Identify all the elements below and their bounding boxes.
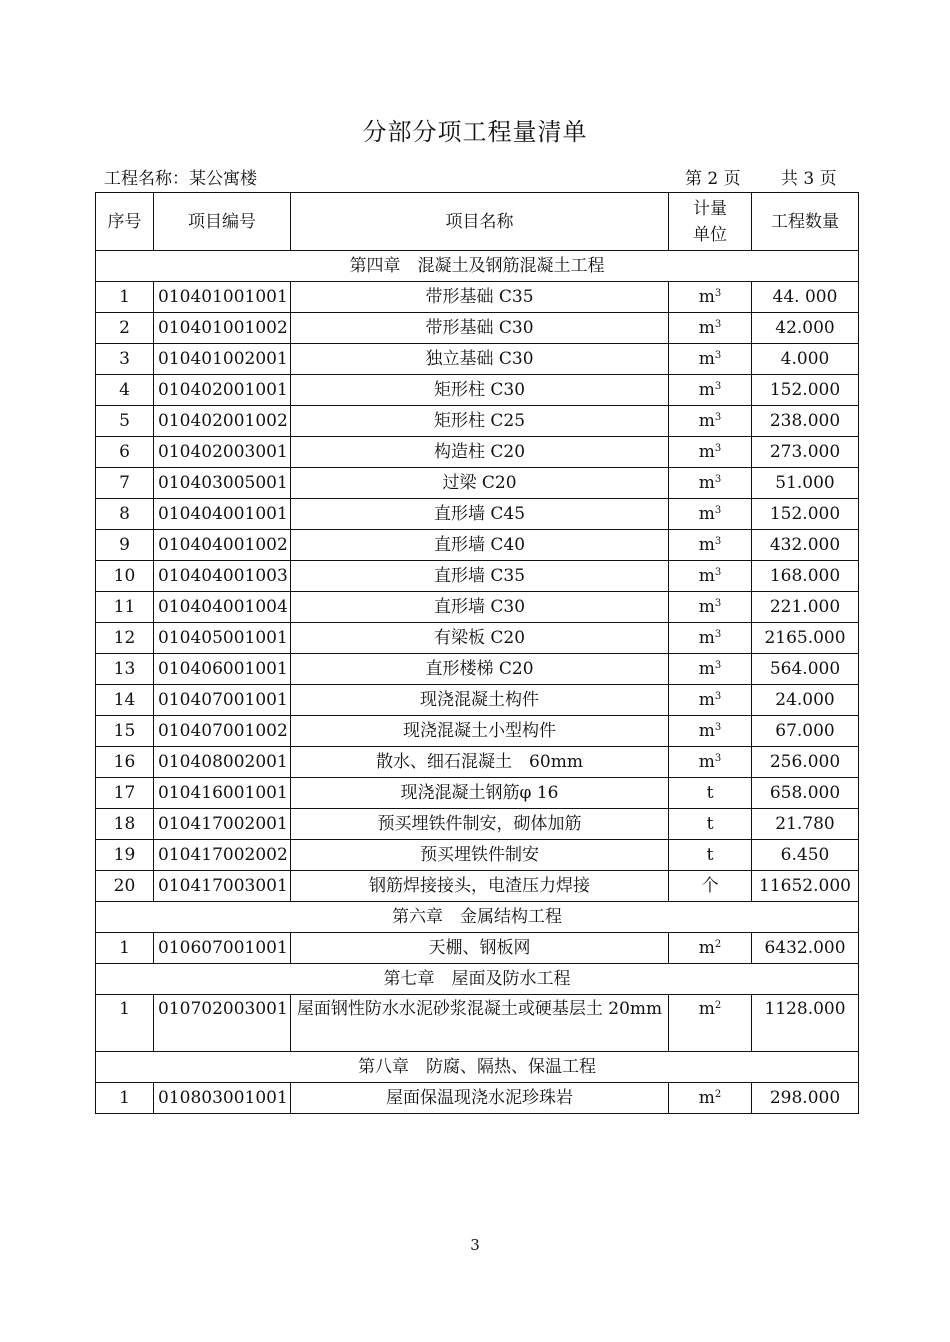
cell-seq: 7 <box>96 468 154 499</box>
unit-exponent: 3 <box>714 380 722 392</box>
chapter-title: 第八章 防腐、隔热、保温工程 <box>96 1052 859 1083</box>
cell-name: 过梁 C20 <box>291 468 669 499</box>
unit-exponent: 3 <box>714 411 722 423</box>
table-row <box>96 1083 859 1114</box>
unit-exponent: 3 <box>714 318 722 330</box>
cell-code: 010402003001 <box>154 437 291 468</box>
cell-qty: 6432.000 <box>752 933 859 964</box>
cell-code: 010401001001 <box>154 282 291 313</box>
cell-qty: 298.000 <box>752 1083 859 1114</box>
table-row <box>96 995 859 1052</box>
unit-text: t <box>706 782 714 803</box>
cell-name: 带形基础 C30 <box>291 313 669 344</box>
cell-name: 现浇混凝土小型构件 <box>291 716 669 747</box>
cell-qty: 44. 000 <box>752 282 859 313</box>
table-row <box>96 871 859 902</box>
unit-text: m <box>698 565 715 586</box>
page-indicator: 第 2 页 <box>685 169 741 189</box>
cell-name: 现浇混凝土构件 <box>291 685 669 716</box>
cell-code: 010404001001 <box>154 499 291 530</box>
cell-seq: 10 <box>96 561 154 592</box>
table-row <box>96 623 859 654</box>
table-row <box>96 654 859 685</box>
table-row <box>96 685 859 716</box>
cell-seq: 9 <box>96 530 154 561</box>
cell-seq: 2 <box>96 313 154 344</box>
bill-of-quantities-table <box>95 192 859 1114</box>
cell-name: 钢筋焊接接头，电渣压力焊接 <box>291 871 669 902</box>
cell-name: 散水、细石混凝土 60mm <box>291 747 669 778</box>
cell-code: 010405001001 <box>154 623 291 654</box>
cell-name: 天棚、钢板网 <box>291 933 669 964</box>
table-row <box>96 716 859 747</box>
table-row <box>96 344 859 375</box>
cell-seq: 13 <box>96 654 154 685</box>
cell-name: 预买埋铁件制安，砌体加筋 <box>291 809 669 840</box>
cell-name: 直形墙 C35 <box>291 561 669 592</box>
cell-qty: 564.000 <box>752 654 859 685</box>
cell-code: 010417002002 <box>154 840 291 871</box>
unit-exponent: 3 <box>714 287 722 299</box>
cell-unit <box>669 995 752 1052</box>
page-title: 分部分项工程量清单 <box>362 118 588 146</box>
cell-qty: 21.780 <box>752 809 859 840</box>
cell-name: 直形墙 C45 <box>291 499 669 530</box>
cell-name: 直形墙 C30 <box>291 592 669 623</box>
cell-seq: 4 <box>96 375 154 406</box>
cell-unit <box>669 685 752 716</box>
table-row <box>96 747 859 778</box>
chapter-title: 第六章 金属结构工程 <box>96 902 859 933</box>
unit-text: m <box>698 999 715 1019</box>
cell-seq: 15 <box>96 716 154 747</box>
unit-exponent: 2 <box>714 1000 722 1011</box>
cell-unit <box>669 778 752 809</box>
cell-unit <box>669 716 752 747</box>
cell-seq: 1 <box>96 1083 154 1114</box>
cell-seq: 12 <box>96 623 154 654</box>
table-row <box>96 840 859 871</box>
cell-qty: 221.000 <box>752 592 859 623</box>
cell-name: 矩形柱 C25 <box>291 406 669 437</box>
cell-qty: 152.000 <box>752 375 859 406</box>
cell-qty: 273.000 <box>752 437 859 468</box>
cell-name: 现浇混凝土钢筋φ 16 <box>291 778 669 809</box>
cell-qty: 432.000 <box>752 530 859 561</box>
cell-unit <box>669 623 752 654</box>
table-row <box>96 561 859 592</box>
unit-text: m <box>698 689 715 710</box>
cell-seq: 1 <box>96 995 154 1052</box>
cell-code: 010401002001 <box>154 344 291 375</box>
header-qty: 工程数量 <box>752 193 859 251</box>
unit-exponent: 3 <box>714 597 722 609</box>
cell-qty: 6.450 <box>752 840 859 871</box>
cell-code: 010404001004 <box>154 592 291 623</box>
cell-qty: 256.000 <box>752 747 859 778</box>
cell-code: 010407001002 <box>154 716 291 747</box>
cell-name: 屋面钢性防水水泥砂浆混凝土或硬基层土 20mm <box>291 995 669 1052</box>
cell-code: 010404001003 <box>154 561 291 592</box>
table-row <box>96 530 859 561</box>
unit-text: m <box>698 534 715 555</box>
unit-text: 个 <box>701 875 719 896</box>
cell-unit <box>669 406 752 437</box>
unit-exponent: 3 <box>714 690 722 702</box>
cell-qty: 658.000 <box>752 778 859 809</box>
unit-text: m <box>698 596 715 617</box>
cell-qty: 1128.000 <box>752 995 859 1052</box>
header-seq: 序号 <box>96 193 154 251</box>
cell-unit <box>669 654 752 685</box>
cell-unit <box>669 1083 752 1114</box>
cell-code: 010404001002 <box>154 530 291 561</box>
unit-exponent: 3 <box>714 628 722 640</box>
unit-text: m <box>698 658 715 679</box>
unit-text: t <box>706 813 714 834</box>
table-row <box>96 933 859 964</box>
cell-unit <box>669 313 752 344</box>
cell-seq: 20 <box>96 871 154 902</box>
cell-code: 010607001001 <box>154 933 291 964</box>
table-row <box>96 809 859 840</box>
cell-qty: 238.000 <box>752 406 859 437</box>
unit-exponent: 3 <box>714 349 722 361</box>
cell-unit <box>669 747 752 778</box>
cell-seq: 18 <box>96 809 154 840</box>
unit-exponent: 3 <box>714 504 722 516</box>
unit-exponent: 3 <box>714 535 722 547</box>
cell-qty: 24.000 <box>752 685 859 716</box>
cell-seq: 19 <box>96 840 154 871</box>
page-number: 3 <box>470 1236 480 1254</box>
project-name: 工程名称：某公寓楼 <box>104 169 257 189</box>
unit-text: m <box>698 472 715 493</box>
unit-text: m <box>698 441 715 462</box>
cell-code: 010401001002 <box>154 313 291 344</box>
cell-code: 010417002001 <box>154 809 291 840</box>
header-unit <box>669 193 752 251</box>
cell-unit <box>669 809 752 840</box>
table-row <box>96 499 859 530</box>
chapter-title: 第七章 屋面及防水工程 <box>96 964 859 995</box>
cell-unit <box>669 437 752 468</box>
cell-name: 构造柱 C20 <box>291 437 669 468</box>
cell-code: 010702003001 <box>154 995 291 1052</box>
unit-exponent: 3 <box>714 566 722 578</box>
cell-qty: 42.000 <box>752 313 859 344</box>
unit-exponent: 3 <box>714 659 722 671</box>
cell-name: 直形墙 C40 <box>291 530 669 561</box>
unit-exponent: 3 <box>714 721 722 733</box>
cell-code: 010403005001 <box>154 468 291 499</box>
cell-code: 010417003001 <box>154 871 291 902</box>
cell-unit <box>669 840 752 871</box>
unit-text: m <box>698 1087 715 1108</box>
cell-name: 直形楼梯 C20 <box>291 654 669 685</box>
chapter-row <box>96 902 859 933</box>
cell-seq: 11 <box>96 592 154 623</box>
cell-seq: 5 <box>96 406 154 437</box>
table-row <box>96 282 859 313</box>
cell-unit <box>669 375 752 406</box>
cell-unit <box>669 530 752 561</box>
cell-qty: 67.000 <box>752 716 859 747</box>
cell-code: 010803001001 <box>154 1083 291 1114</box>
cell-qty: 11652.000 <box>752 871 859 902</box>
cell-seq: 3 <box>96 344 154 375</box>
cell-unit <box>669 499 752 530</box>
chapter-title: 第四章 混凝土及钢筋混凝土工程 <box>96 251 859 282</box>
cell-seq: 8 <box>96 499 154 530</box>
cell-name: 有梁板 C20 <box>291 623 669 654</box>
cell-seq: 1 <box>96 282 154 313</box>
cell-unit <box>669 468 752 499</box>
cell-unit <box>669 561 752 592</box>
cell-code: 010407001001 <box>154 685 291 716</box>
cell-unit <box>669 933 752 964</box>
cell-seq: 14 <box>96 685 154 716</box>
cell-seq: 17 <box>96 778 154 809</box>
table-row <box>96 592 859 623</box>
cell-qty: 4.000 <box>752 344 859 375</box>
unit-text: m <box>698 503 715 524</box>
cell-unit <box>669 871 752 902</box>
unit-exponent: 2 <box>714 938 722 950</box>
total-pages: 共 3 页 <box>781 169 837 189</box>
unit-text: t <box>706 844 714 865</box>
cell-qty: 152.000 <box>752 499 859 530</box>
unit-text: m <box>698 720 715 741</box>
unit-exponent: 3 <box>714 442 722 454</box>
cell-code: 010402001002 <box>154 406 291 437</box>
unit-exponent: 3 <box>714 473 722 485</box>
cell-name: 屋面保温现浇水泥珍珠岩 <box>291 1083 669 1114</box>
unit-exponent: 2 <box>714 1088 722 1100</box>
chapter-row <box>96 251 859 282</box>
cell-name: 矩形柱 C30 <box>291 375 669 406</box>
table-row <box>96 406 859 437</box>
cell-code: 010406001001 <box>154 654 291 685</box>
cell-qty: 51.000 <box>752 468 859 499</box>
cell-unit <box>669 344 752 375</box>
cell-unit <box>669 282 752 313</box>
cell-seq: 1 <box>96 933 154 964</box>
table-row <box>96 313 859 344</box>
cell-seq: 6 <box>96 437 154 468</box>
cell-qty: 2165.000 <box>752 623 859 654</box>
cell-name: 独立基础 C30 <box>291 344 669 375</box>
cell-qty: 168.000 <box>752 561 859 592</box>
cell-name: 带形基础 C35 <box>291 282 669 313</box>
cell-code: 010408002001 <box>154 747 291 778</box>
cell-code: 010402001001 <box>154 375 291 406</box>
unit-text: m <box>698 317 715 338</box>
header-code: 项目编号 <box>154 193 291 251</box>
unit-text: m <box>698 937 715 958</box>
unit-text: m <box>698 379 715 400</box>
cell-seq: 16 <box>96 747 154 778</box>
unit-exponent: 3 <box>714 752 722 764</box>
table-row <box>96 375 859 406</box>
cell-code: 010416001001 <box>154 778 291 809</box>
table-header-row <box>96 193 859 251</box>
unit-text: m <box>698 348 715 369</box>
unit-text: m <box>698 627 715 648</box>
unit-text: m <box>698 410 715 431</box>
cell-name: 预买埋铁件制安 <box>291 840 669 871</box>
header-name: 项目名称 <box>291 193 669 251</box>
table-row <box>96 468 859 499</box>
unit-text: m <box>698 286 715 307</box>
cell-unit <box>669 592 752 623</box>
header-unit-line2: 单位 <box>693 224 727 245</box>
table-row <box>96 778 859 809</box>
unit-text: m <box>698 751 715 772</box>
chapter-row <box>96 1052 859 1083</box>
header-unit-line1: 计量 <box>693 198 727 219</box>
chapter-row <box>96 964 859 995</box>
table-row <box>96 437 859 468</box>
